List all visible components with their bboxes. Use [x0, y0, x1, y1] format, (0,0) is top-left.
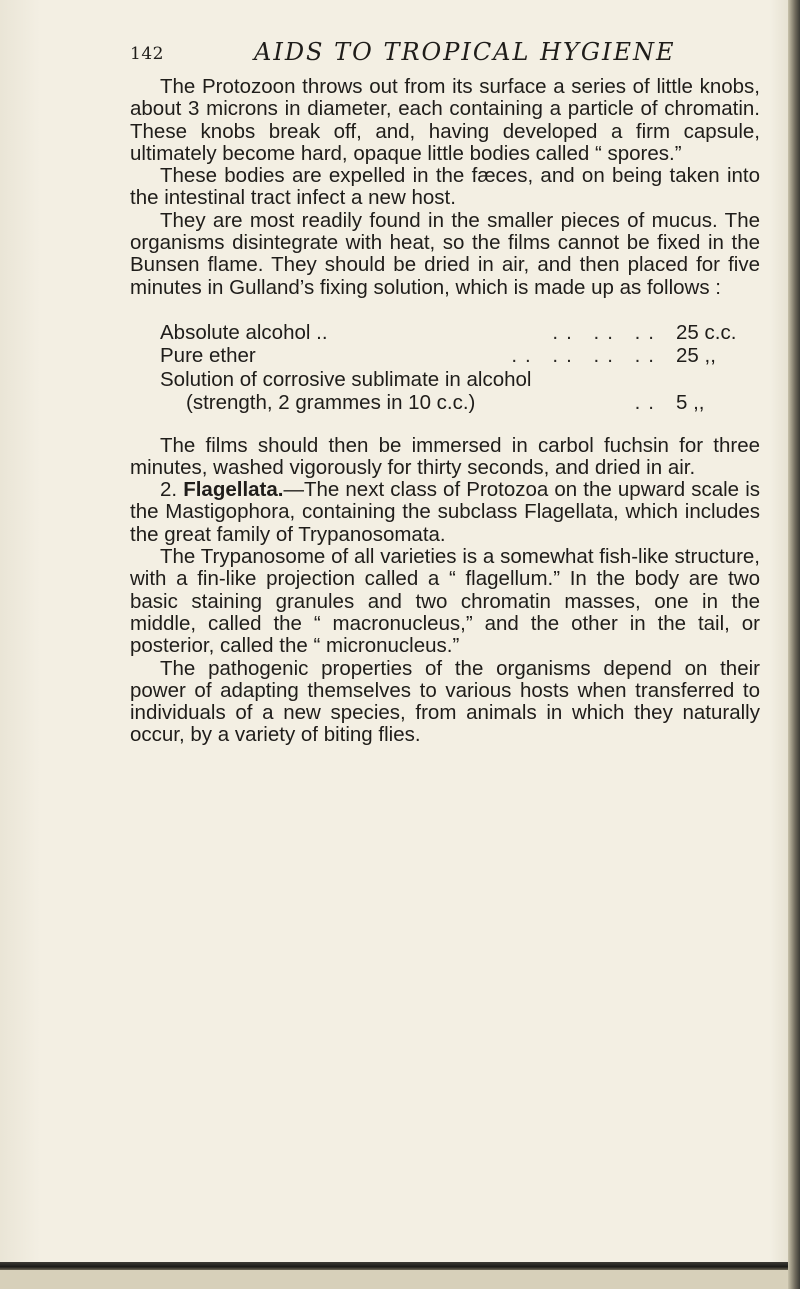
formula-quantity: 25 ,,	[676, 344, 716, 368]
section-text: —The next class of Protozoa on the upward scale is the Mastigophora, containing the subclass Flagellata, which includes the great family of Trypanosomata.	[130, 478, 760, 546]
formula-leader-dots: ..	[634, 391, 662, 415]
formula-ingredient: Pure ether	[160, 344, 256, 368]
formula-row-absolute-alcohol	[160, 321, 760, 344]
section-heading: Flagellata.	[183, 478, 284, 502]
formula-ingredient: Absolute alcohol ..	[160, 320, 328, 344]
paragraph-expelled: These bodies are expelled in the fæces, and on being taken into the intestinal tract infect a new host.	[130, 164, 760, 210]
fixing-solution-formula	[130, 321, 760, 415]
formula-leader-dots: .. .. .. ..	[511, 344, 662, 368]
formula-leader-dots: .. .. ..	[552, 320, 662, 344]
running-title: AIDS TO TROPICAL HYGIENE	[254, 38, 676, 66]
page-number: 142	[130, 44, 164, 64]
formula-ingredient-detail: (strength, 2 grammes in 10 c.c.)	[186, 391, 476, 415]
formula-row-solution-title	[160, 368, 760, 391]
paragraph-films: The films should then be immersed in carbol fuchsin for three minutes, washed vigorously for thirty seconds, and dried in air.	[130, 433, 760, 479]
formula-row-pure-ether	[160, 344, 760, 367]
paragraph-trypanosome: The Trypanosome of all varieties is a somewhat fish-like structure, with a fin-like projection called a “ flagellum.” In the body are two basic staining granules and two chromatin masses, one in the middle, called the “ macronucleus,” and the other in the tail, or posterior, called the “ micronucleus.”	[130, 545, 760, 658]
page-bottom-margin	[0, 1270, 790, 1289]
page-right-edge	[788, 0, 800, 1289]
paragraph-pathogenic: The pathogenic properties of the organisms depend on their power of adapting themselves to various hosts when transferred to individuals of a new species, from animals in which they naturally occur, by a variety of biting flies.	[130, 656, 760, 747]
paragraph-flagellata	[130, 479, 760, 546]
paragraph-spores: The Protozoon throws out from its surface a series of little knobs, about 3 microns in diameter, each containing a particle of chromatin. These knobs break off, and, having developed a firm capsule, ultimately become hard, opaque little bodies called “ spores.”	[130, 75, 760, 165]
formula-quantity: 5 ,,	[676, 391, 705, 415]
section-number: 2.	[160, 478, 184, 502]
page-bottom-edge	[0, 1262, 790, 1270]
page-header	[130, 38, 750, 74]
formula-quantity: 25 c.c.	[676, 320, 737, 344]
formula-row-solution-strength	[160, 391, 760, 414]
formula-ingredient: Solution of corrosive sublimate in alcohol	[160, 367, 532, 391]
paragraph-mucus: They are most readily found in the smaller pieces of mucus. The organisms disintegrate with heat, so the films cannot be fixed in the Bunsen flame. They should be dried in air, and then placed for five minutes in Gulland’s fixing solution, which is made up as follows :	[130, 208, 760, 299]
page-body	[130, 76, 760, 747]
